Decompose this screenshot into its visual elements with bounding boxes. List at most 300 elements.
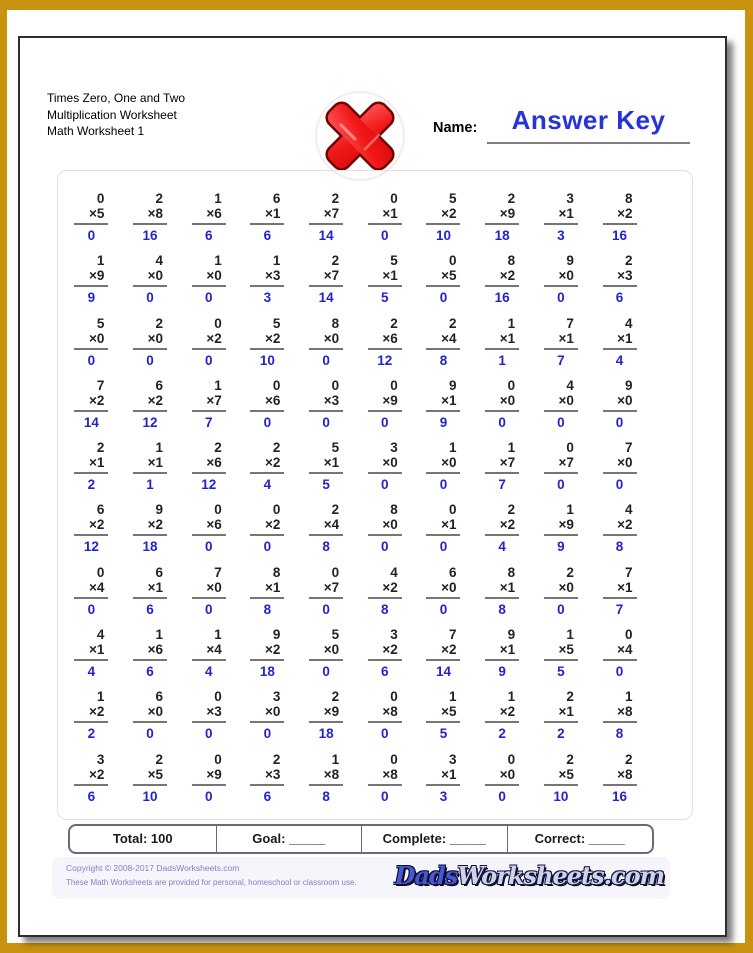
answer-value: 0 <box>557 290 565 306</box>
problem-cell <box>590 565 649 627</box>
top-operand: 8 <box>625 191 633 206</box>
answer-value: 4 <box>87 664 96 680</box>
answer-value: 0 <box>381 726 389 742</box>
answer-value: 0 <box>322 414 330 430</box>
problem-cell <box>238 502 297 564</box>
logo-dads: Dads <box>394 861 458 890</box>
top-operand: 1 <box>448 440 457 456</box>
top-operand: 2 <box>507 191 516 206</box>
problem-cell <box>473 627 532 689</box>
problem-cell <box>590 440 649 502</box>
bottom-operand: ×0 <box>485 393 519 412</box>
bottom-operand: ×8 <box>309 767 343 786</box>
title-line-2: Multiplication Worksheet <box>47 107 177 122</box>
answer-value: 0 <box>204 352 213 368</box>
problem-cell <box>532 440 591 502</box>
top-operand: 8 <box>272 564 281 580</box>
answer-value: 16 <box>612 788 628 804</box>
problem-cell <box>121 316 180 378</box>
answer-value: 18 <box>259 664 275 680</box>
bottom-operand: ×4 <box>426 331 460 350</box>
bottom-operand: ×7 <box>309 580 343 599</box>
problem-cell <box>297 378 356 440</box>
answer-key-value: Answer Key <box>511 105 666 135</box>
problem-cell <box>414 316 473 378</box>
bottom-operand: ×0 <box>603 393 637 412</box>
bottom-operand: ×6 <box>192 455 226 474</box>
frame-border-bottom <box>0 943 753 953</box>
answer-value: 9 <box>557 539 565 555</box>
answer-value: 4 <box>498 539 506 555</box>
problem-cell <box>62 378 121 440</box>
footer-band <box>52 857 670 899</box>
top-operand: 0 <box>448 502 457 518</box>
problem-cell <box>121 689 180 751</box>
problem-cell <box>238 378 297 440</box>
bottom-operand: ×9 <box>485 206 519 225</box>
answer-value: 0 <box>87 352 96 368</box>
bottom-operand: ×2 <box>250 455 284 474</box>
bottom-operand: ×0 <box>544 268 578 287</box>
answer-value: 0 <box>381 788 389 804</box>
bottom-operand: ×0 <box>426 455 460 474</box>
answer-value: 18 <box>142 539 158 555</box>
problem-cell <box>590 752 649 814</box>
bottom-operand: ×0 <box>485 767 519 786</box>
answer-value: 1 <box>146 477 154 493</box>
top-operand: 0 <box>390 191 398 206</box>
problem-cell <box>179 316 238 378</box>
top-operand: 1 <box>331 751 340 767</box>
bottom-operand: ×4 <box>74 580 108 599</box>
top-operand: 5 <box>272 315 281 331</box>
bottom-operand: ×0 <box>603 455 637 474</box>
problem-cell <box>473 689 532 751</box>
bottom-operand: ×4 <box>603 642 637 661</box>
answer-value: 0 <box>263 414 272 430</box>
bottom-operand: ×9 <box>368 393 402 412</box>
top-operand: 0 <box>625 627 633 643</box>
answer-value: 2 <box>498 726 506 742</box>
bottom-operand: ×5 <box>426 704 460 723</box>
bottom-operand: ×0 <box>368 517 402 536</box>
problem-cell <box>355 565 414 627</box>
top-operand: 0 <box>214 751 222 767</box>
summary-correct: Correct: _____ <box>507 826 653 852</box>
problem-cell <box>62 565 121 627</box>
problems-box <box>57 170 693 820</box>
problem-cell <box>62 502 121 564</box>
answer-value: 14 <box>318 290 334 306</box>
top-operand: 5 <box>390 253 398 269</box>
bottom-operand: ×0 <box>544 580 578 599</box>
answer-value: 9 <box>87 290 96 306</box>
answer-value: 3 <box>439 788 448 804</box>
answer-value: 0 <box>439 477 448 493</box>
bottom-operand: ×1 <box>485 580 519 599</box>
problem-cell <box>121 627 180 689</box>
summary-total: Total: 100 <box>112 831 173 846</box>
answer-value: 6 <box>87 788 96 804</box>
problem-cell <box>297 191 356 253</box>
answer-value: 8 <box>322 539 330 555</box>
top-operand: 0 <box>448 253 457 269</box>
problem-cell <box>297 689 356 751</box>
problem-cell <box>473 378 532 440</box>
top-operand: 2 <box>155 315 164 331</box>
bottom-operand: ×1 <box>368 268 402 287</box>
answer-value: 6 <box>146 601 154 617</box>
bottom-operand: ×6 <box>133 642 167 661</box>
bottom-operand: ×0 <box>133 704 167 723</box>
problem-cell <box>179 440 238 502</box>
answer-value: 6 <box>263 788 272 804</box>
answer-value: 9 <box>498 664 506 680</box>
top-operand: 1 <box>96 689 105 705</box>
bottom-operand: ×8 <box>368 767 402 786</box>
bottom-operand: ×1 <box>544 704 578 723</box>
problem-cell <box>297 316 356 378</box>
bottom-operand: ×1 <box>133 580 167 599</box>
problem-cell <box>532 378 591 440</box>
top-operand: 0 <box>390 689 398 705</box>
bottom-operand: ×3 <box>250 767 284 786</box>
bottom-operand: ×9 <box>192 767 226 786</box>
top-operand: 9 <box>272 627 281 643</box>
answer-value: 4 <box>263 477 272 493</box>
top-operand: 1 <box>96 253 105 269</box>
top-operand: 2 <box>566 689 574 705</box>
summary-goal: Goal: _____ <box>216 826 362 852</box>
top-operand: 0 <box>272 502 281 518</box>
answer-value: 0 <box>204 539 213 555</box>
answer-value: 0 <box>557 601 565 617</box>
problem-cell <box>179 627 238 689</box>
top-operand: 7 <box>625 564 633 580</box>
problem-cell <box>238 191 297 253</box>
answer-value: 18 <box>494 228 510 243</box>
problem-cell <box>473 752 532 814</box>
top-operand: 2 <box>507 502 516 518</box>
bottom-operand: ×2 <box>192 331 226 350</box>
bottom-operand: ×7 <box>309 268 343 287</box>
answer-value: 5 <box>381 290 389 306</box>
bottom-operand: ×1 <box>309 455 343 474</box>
answer-value: 12 <box>83 539 99 555</box>
top-operand: 8 <box>390 502 398 518</box>
problem-cell <box>297 565 356 627</box>
problem-cell <box>297 752 356 814</box>
top-operand: 0 <box>566 440 574 456</box>
problem-cell <box>473 316 532 378</box>
top-operand: 5 <box>448 191 457 206</box>
problem-cell <box>238 565 297 627</box>
problem-cell <box>297 253 356 315</box>
bottom-operand: ×3 <box>250 268 284 287</box>
top-operand: 1 <box>625 689 633 705</box>
problem-cell <box>297 440 356 502</box>
answer-value: 8 <box>263 601 272 617</box>
answer-value: 7 <box>615 601 624 617</box>
answer-value: 0 <box>204 601 213 617</box>
top-operand: 3 <box>96 751 105 767</box>
title-line-1: Times Zero, One and Two <box>47 91 186 105</box>
bottom-operand: ×5 <box>133 767 167 786</box>
answer-value: 5 <box>557 664 565 680</box>
top-operand: 1 <box>155 440 164 456</box>
worksheet-title <box>47 90 185 140</box>
bottom-operand: ×6 <box>192 206 226 225</box>
answer-value: 0 <box>381 477 389 493</box>
top-operand: 1 <box>566 627 574 643</box>
problem-cell <box>121 502 180 564</box>
top-operand: 0 <box>331 377 340 393</box>
top-operand: 0 <box>96 564 105 580</box>
bottom-operand: ×1 <box>544 331 578 350</box>
bottom-operand: ×2 <box>485 268 519 287</box>
top-operand: 1 <box>507 315 516 331</box>
answer-value: 0 <box>263 726 272 742</box>
top-operand: 2 <box>331 689 340 705</box>
bottom-operand: ×1 <box>485 331 519 350</box>
problem-cell <box>121 378 180 440</box>
bottom-operand: ×5 <box>426 268 460 287</box>
top-operand: 5 <box>331 440 340 456</box>
top-operand: 1 <box>155 627 164 643</box>
bottom-operand: ×8 <box>603 767 637 786</box>
bottom-operand: ×2 <box>74 704 108 723</box>
answer-value: 14 <box>435 664 451 680</box>
top-operand: 6 <box>155 377 164 393</box>
bottom-operand: ×2 <box>485 517 519 536</box>
problem-cell <box>414 752 473 814</box>
answer-value: 0 <box>263 539 272 555</box>
bottom-operand: ×4 <box>309 517 343 536</box>
problem-cell <box>297 627 356 689</box>
top-operand: 3 <box>448 751 457 767</box>
worksheet-page <box>18 36 727 937</box>
answer-value: 0 <box>87 228 96 243</box>
answer-value: 0 <box>381 539 389 555</box>
problem-cell <box>179 253 238 315</box>
top-operand: 1 <box>566 502 574 518</box>
top-operand: 0 <box>214 315 222 331</box>
top-operand: 6 <box>448 564 457 580</box>
top-operand: 2 <box>214 440 222 456</box>
answer-value: 7 <box>557 352 565 368</box>
top-operand: 2 <box>331 191 340 206</box>
bottom-operand: ×2 <box>250 517 284 536</box>
answer-value: 2 <box>87 477 96 493</box>
bottom-operand: ×2 <box>485 704 519 723</box>
problem-cell <box>414 253 473 315</box>
frame-border-top <box>0 0 753 10</box>
bottom-operand: ×9 <box>74 268 108 287</box>
bottom-operand: ×8 <box>368 704 402 723</box>
answer-value: 6 <box>381 664 389 680</box>
top-operand: 2 <box>155 191 164 206</box>
answer-value: 8 <box>439 352 448 368</box>
problem-cell <box>355 627 414 689</box>
top-operand: 2 <box>155 751 164 767</box>
problem-cell <box>238 752 297 814</box>
answer-value: 2 <box>87 726 96 742</box>
problem-cell <box>473 253 532 315</box>
problem-cell <box>121 565 180 627</box>
top-operand: 1 <box>272 253 281 269</box>
top-operand: 2 <box>272 751 281 767</box>
bottom-operand: ×2 <box>368 580 402 599</box>
bottom-operand: ×6 <box>368 331 402 350</box>
summary-complete: Complete: _____ <box>361 826 507 852</box>
top-operand: 2 <box>331 502 340 518</box>
bottom-operand: ×2 <box>74 767 108 786</box>
answer-value: 6 <box>146 664 154 680</box>
problem-cell <box>532 752 591 814</box>
bottom-operand: ×1 <box>250 580 284 599</box>
problem-cell <box>414 378 473 440</box>
problem-cell <box>473 440 532 502</box>
bottom-operand: ×0 <box>368 455 402 474</box>
top-operand: 3 <box>566 191 574 206</box>
top-operand: 0 <box>331 564 340 580</box>
problem-cell <box>121 253 180 315</box>
top-operand: 2 <box>272 440 281 456</box>
bottom-operand: ×0 <box>426 580 460 599</box>
bottom-operand: ×2 <box>74 517 108 536</box>
top-operand: 9 <box>155 502 164 518</box>
problem-cell <box>532 627 591 689</box>
problem-cell <box>355 253 414 315</box>
top-operand: 2 <box>566 751 574 767</box>
answer-value: 10 <box>435 228 451 243</box>
top-operand: 8 <box>507 253 516 269</box>
top-operand: 2 <box>96 440 105 456</box>
bottom-operand: ×0 <box>250 704 284 723</box>
bottom-operand: ×5 <box>544 642 578 661</box>
bottom-operand: ×9 <box>544 517 578 536</box>
problem-cell <box>179 502 238 564</box>
top-operand: 1 <box>214 191 222 206</box>
bottom-operand: ×2 <box>426 642 460 661</box>
bottom-operand: ×2 <box>74 393 108 412</box>
answer-value: 0 <box>381 414 389 430</box>
answer-value: 0 <box>557 477 565 493</box>
top-operand: 0 <box>96 191 105 206</box>
frame-border-left <box>0 0 7 953</box>
answer-value: 7 <box>204 414 213 430</box>
problems-grid <box>62 191 649 814</box>
top-operand: 1 <box>214 253 222 269</box>
answer-value: 8 <box>322 788 330 804</box>
answer-value: 7 <box>498 477 506 493</box>
answer-value: 8 <box>381 601 389 617</box>
top-operand: 2 <box>625 751 633 767</box>
top-operand: 5 <box>96 315 105 331</box>
problem-cell <box>590 316 649 378</box>
top-operand: 8 <box>507 564 516 580</box>
problem-cell <box>238 627 297 689</box>
problem-cell <box>414 440 473 502</box>
top-operand: 4 <box>625 315 633 331</box>
bottom-operand: ×0 <box>309 331 343 350</box>
bottom-operand: ×7 <box>309 206 343 225</box>
answer-value: 0 <box>204 788 213 804</box>
top-operand: 6 <box>272 191 281 206</box>
problem-cell <box>414 565 473 627</box>
answer-value: 12 <box>377 352 393 368</box>
bottom-operand: ×7 <box>192 393 226 412</box>
problem-cell <box>179 752 238 814</box>
top-operand: 0 <box>214 502 222 518</box>
problem-cell <box>355 752 414 814</box>
bottom-operand: ×6 <box>250 393 284 412</box>
answer-value: 6 <box>615 290 624 306</box>
answer-value: 5 <box>439 726 448 742</box>
answer-value: 14 <box>83 414 99 430</box>
top-operand: 1 <box>214 377 222 393</box>
answer-value: 12 <box>201 477 217 493</box>
bottom-operand: ×2 <box>133 393 167 412</box>
answer-value: 0 <box>498 414 506 430</box>
problem-cell <box>355 502 414 564</box>
problem-cell <box>414 191 473 253</box>
problem-cell <box>355 191 414 253</box>
answer-value: 16 <box>142 228 158 243</box>
answer-value: 10 <box>553 788 569 804</box>
problem-cell <box>179 378 238 440</box>
problem-cell <box>473 502 532 564</box>
bottom-operand: ×1 <box>133 455 167 474</box>
problem-cell <box>297 502 356 564</box>
top-operand: 4 <box>390 564 398 580</box>
top-operand: 7 <box>448 627 457 643</box>
top-operand: 6 <box>96 502 105 518</box>
problem-cell <box>238 253 297 315</box>
problem-cell <box>532 253 591 315</box>
bottom-operand: ×1 <box>368 206 402 225</box>
bottom-operand: ×8 <box>603 704 637 723</box>
bottom-operand: ×0 <box>133 268 167 287</box>
top-operand: 3 <box>272 689 281 705</box>
problem-cell <box>532 316 591 378</box>
answer-value: 10 <box>142 788 158 804</box>
copyright-line-2: These Math Worksheets are provided for personal, homeschool or classroom use. <box>66 878 357 887</box>
top-operand: 3 <box>390 440 398 456</box>
bottom-operand: ×1 <box>74 642 108 661</box>
answer-value: 16 <box>494 290 510 306</box>
bottom-operand: ×0 <box>74 331 108 350</box>
problem-cell <box>62 253 121 315</box>
problem-cell <box>590 627 649 689</box>
bottom-operand: ×1 <box>603 580 637 599</box>
bottom-operand: ×7 <box>485 455 519 474</box>
bottom-operand: ×2 <box>603 206 637 225</box>
answer-value: 6 <box>204 228 213 243</box>
answer-value: 0 <box>322 352 330 368</box>
answer-value: 10 <box>259 352 275 368</box>
bottom-operand: ×9 <box>309 704 343 723</box>
bottom-operand: ×1 <box>426 767 460 786</box>
problem-cell <box>238 689 297 751</box>
problem-cell <box>532 191 591 253</box>
bottom-operand: ×6 <box>192 517 226 536</box>
bottom-operand: ×1 <box>544 206 578 225</box>
bottom-operand: ×1 <box>250 206 284 225</box>
problem-cell <box>590 191 649 253</box>
top-operand: 1 <box>448 689 457 705</box>
problem-cell <box>590 502 649 564</box>
